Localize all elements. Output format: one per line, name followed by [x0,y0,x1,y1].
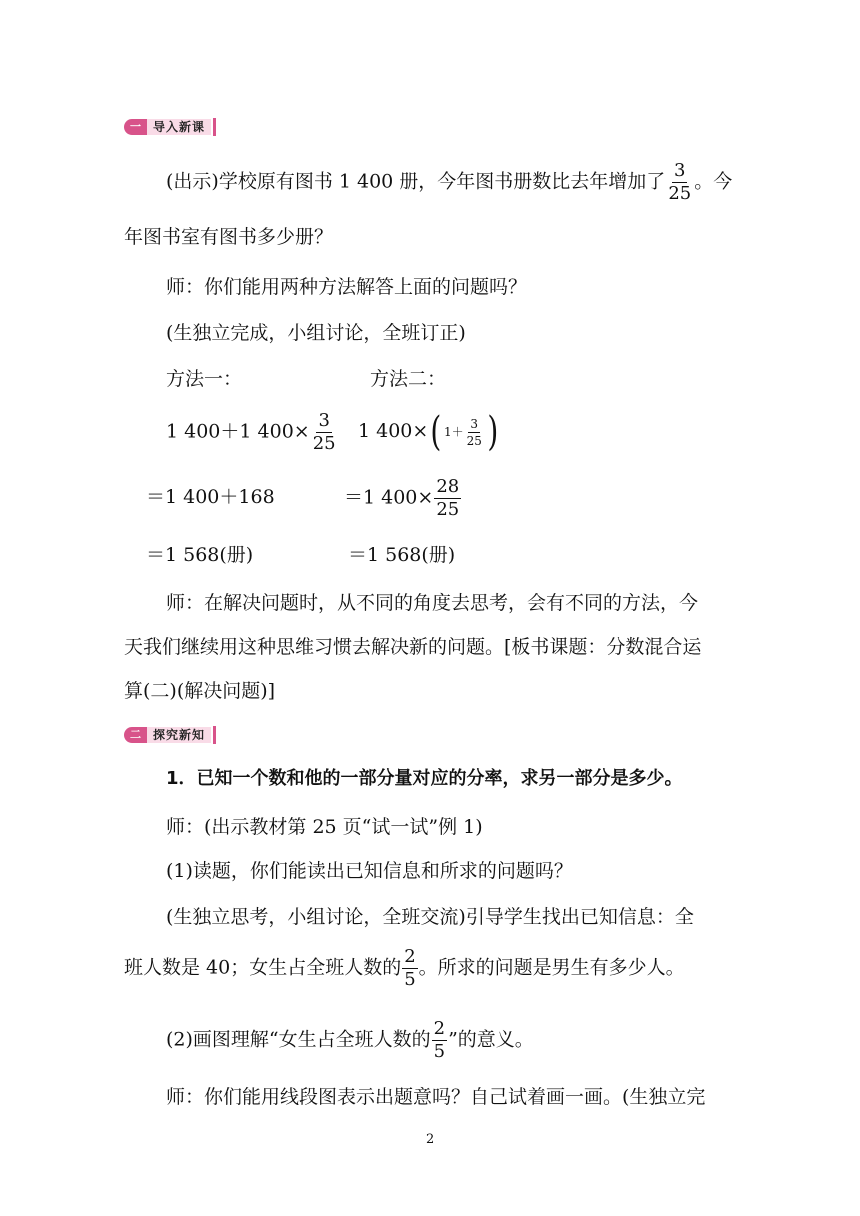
text: 班人数是 40；女生占全班人数的 [124,956,402,979]
fraction [465,418,484,447]
section-bar [213,726,216,744]
text: 1＋ [443,425,464,439]
fraction-numerator: 2 [433,1018,446,1039]
fraction-denominator: 5 [404,969,416,990]
page-number: 2 [426,1132,435,1147]
intro-paragraph-4-line-1: 师：在解决问题时，从不同的角度去思考，会有不同的方法，今 [166,592,699,614]
intro-paragraph-2: 师：你们能用两种方法解答上面的问题吗？ [166,276,528,298]
method-1-equation-3: ＝1 568(册) [146,544,254,566]
text: 1 400＋1 400× [166,420,310,443]
fraction [311,412,338,453]
section-number: 一 [124,119,147,135]
section-title: 导入新课 [147,119,211,135]
intro-paragraph-4-line-2: 天我们继续用这种思维习惯去解决新的问题。[板书课题：分数混合运 [124,636,702,658]
explore-paragraph-2: (1)读题，你们能读出已知信息和所求的问题吗？ [166,860,573,882]
method-2-equation-2 [344,478,462,519]
fraction [434,478,461,519]
method-1-equation-2: ＝1 400＋168 [146,486,275,508]
text: (2)画图理解“女生占全班人数的 [166,1028,431,1051]
text: 。所求的问题是男生有多少人。 [418,956,685,979]
text: ＝1 400× [344,486,434,509]
intro-paragraph-1-line-1 [166,162,732,203]
fraction-numerator: 3 [470,416,479,431]
text: (出示)学校原有图书 1 400 册，今年图书册数比去年增加了 [166,170,666,193]
fraction-denominator: 25 [668,183,692,204]
fraction-denominator: 25 [466,433,482,448]
intro-paragraph-4-line-3: 算(二)(解决问题)] [124,680,276,702]
section-badge-intro [124,118,216,136]
fraction-numerator: 28 [436,476,460,497]
explore-paragraph-5: 师：你们能用线段图表示出题意吗？自己试着画一画。(生独立完 [166,1086,706,1108]
text: 。今 [694,170,733,193]
fraction-numerator: 2 [404,946,416,967]
fraction-numerator: 3 [674,160,686,181]
method-1-equation-1 [166,412,339,453]
explore-paragraph-3-line-2 [124,948,685,989]
text: ”的意义。 [448,1028,534,1051]
intro-paragraph-3: (生独立完成，小组讨论，全班订正) [166,322,466,344]
method-2-equation-1 [358,409,500,455]
explore-paragraph-1: 师：(出示教材第 25 页“试一试”例 1) [166,816,483,838]
text: 1 400× [358,420,429,442]
parenthesis-group: ( 1＋ $\frac{3}{25}$ ) [430,409,499,455]
explore-heading-1: 1．已知一个数和他的一部分量对应的分率，求另一部分是多少。 [166,768,683,789]
fraction-denominator: 25 [312,433,336,454]
section-badge-explore [124,726,216,744]
fraction [432,1020,447,1061]
section-bar [213,118,216,136]
section-title: 探究新知 [147,727,211,743]
method-2-equation-3: ＝1 568(册) [348,544,456,566]
section-number: 二 [124,727,147,743]
fraction-numerator: 3 [318,410,330,431]
intro-paragraph-1-line-2: 年图书室有图书多少册？ [124,226,334,248]
explore-paragraph-3-line-1: (生独立思考，小组讨论，全班交流)引导学生找出已知信息：全 [166,906,694,928]
method-1-label: 方法一： [166,368,243,390]
explore-paragraph-4 [166,1020,534,1061]
fraction-denominator: 25 [436,499,460,520]
fraction [666,162,693,203]
fraction-denominator: 5 [433,1041,446,1062]
fraction [402,948,417,989]
method-2-label: 方法二： [370,368,447,390]
